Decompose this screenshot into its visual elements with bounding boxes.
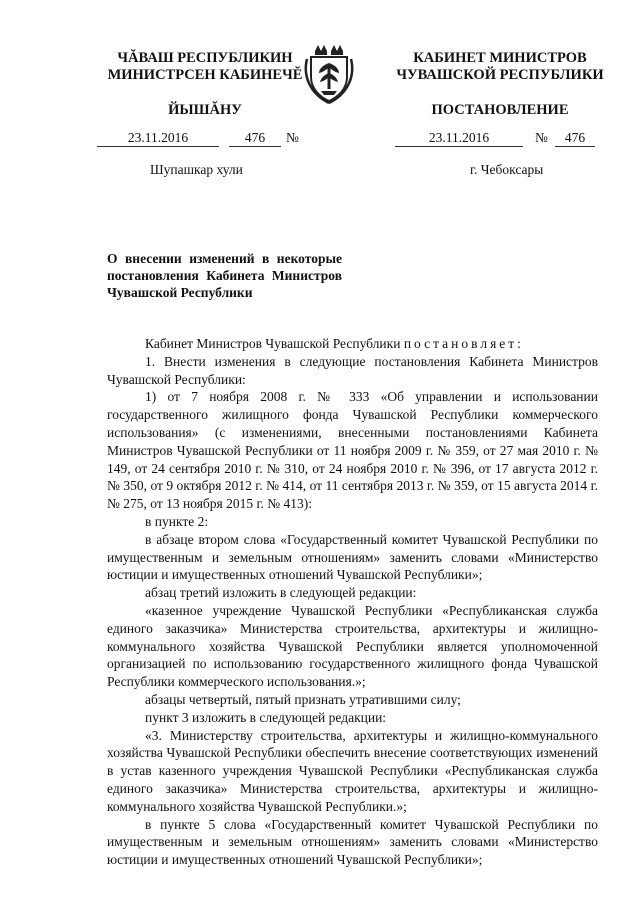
paragraph: абзац третий изложить в следующей редакции:: [145, 585, 417, 601]
header-right-line2: ЧУВАШСКОЙ РЕСПУБЛИКИ: [396, 67, 604, 83]
paragraph: «3. Министерству строительства, архитектуры и жилищно-коммунального хозяйства Чувашской Республики обеспечить внесение соответствующих изменений в устав казенного учреждения Чувашской Республики «Республиканская служба единого заказчика» Министерства строительства, архитектуры и жилищно-коммунального хозяйства Чувашской Республики.»;: [107, 727, 598, 814]
header-left-line2: МИНИСТРСЕН КАБИНЕЧĔ: [107, 67, 303, 83]
header-left-doc-type: ЙЫШĂНУ: [168, 102, 242, 118]
paragraph: «казенное учреждение Чувашской Республики «Республиканская служба единого заказчика» Министерства строительства, архитектуры и жилищно-коммунального хозяйства Чувашской Республики является уполномоченной организацией по использованию государственного жилищного фонда Чувашской Республики коммерческого использования.»;: [107, 602, 598, 690]
paragraph: в абзаце втором слова «Государственный комитет Чувашской Республики по имущественным и земельным отношениям» заменить словами «Министерство юстиции и имущественных отношений Чувашской Республики»;: [107, 531, 598, 583]
header-right: [390, 50, 610, 119]
paragraph: 1) от 7 ноября 2008 г. № 333 «Об управлении и использовании государственного жилищного фонда Чувашской Республики коммерческого использования» (с изменениями, внесенными постановлениями Кабинета Министров Чувашской Республики от 11 ноября 2009 г. № 359, от 27 мая 2010 г. № 149, от 24 сентября 2010 г. № 310, от 24 ноября 2010 г. № 396, от 17 августа 2012 г. № 350, от 9 октября 2012 г. № 414, от 11 сентября 2013 г. № 359, от 15 августа 2014 г. № 275, от 13 ноября 2015 г. № 413):: [107, 389, 598, 512]
paragraph: пункт 3 изложить в следующей редакции:: [145, 709, 387, 725]
doc-date-left: 23.11.2016: [97, 130, 219, 147]
header-left: [95, 50, 315, 119]
paragraph: в пункте 2:: [145, 513, 209, 529]
header-right-doc-type: ПОСТАНОВЛЕНИЕ: [431, 102, 569, 118]
paragraph: абзацы четвертый, пятый признать утратившими силу;: [145, 691, 461, 707]
city-russian: г. Чебоксары: [470, 162, 544, 177]
doc-date-right: 23.11.2016: [395, 130, 523, 147]
header-right-line1: КАБИНЕТ МИНИСТРОВ: [413, 50, 587, 66]
chuvash-republic-emblem-icon: [301, 43, 357, 107]
paragraph: Кабинет Министров Чувашской Республики постановляет:: [145, 336, 524, 351]
document-title: О внесении изменений в некоторые постановления Кабинета Министров Чувашской Республики: [107, 251, 342, 300]
number-sign-left: №: [286, 130, 299, 145]
doc-number-left: 476: [229, 130, 281, 147]
paragraph: в пункте 5 слова «Государственный комитет Чувашской Республики по имущественным и земельным отношениям» заменить словами «Министерство юстиции и имущественных отношений Чувашской Республики»;: [107, 816, 598, 868]
paragraph: 1. Внести изменения в следующие постановления Кабинета Министров Чувашской Республики:: [107, 353, 598, 387]
city-chuvash: Шупашкар хули: [150, 162, 243, 177]
header-left-line1: ЧĂВАШ РЕСПУБЛИКИН: [117, 50, 293, 66]
doc-number-right: 476: [555, 130, 595, 147]
document-body: [107, 335, 598, 869]
number-sign-right: №: [535, 130, 548, 145]
doc-date-number-right: [395, 130, 595, 148]
doc-date-number-left: [97, 130, 317, 148]
